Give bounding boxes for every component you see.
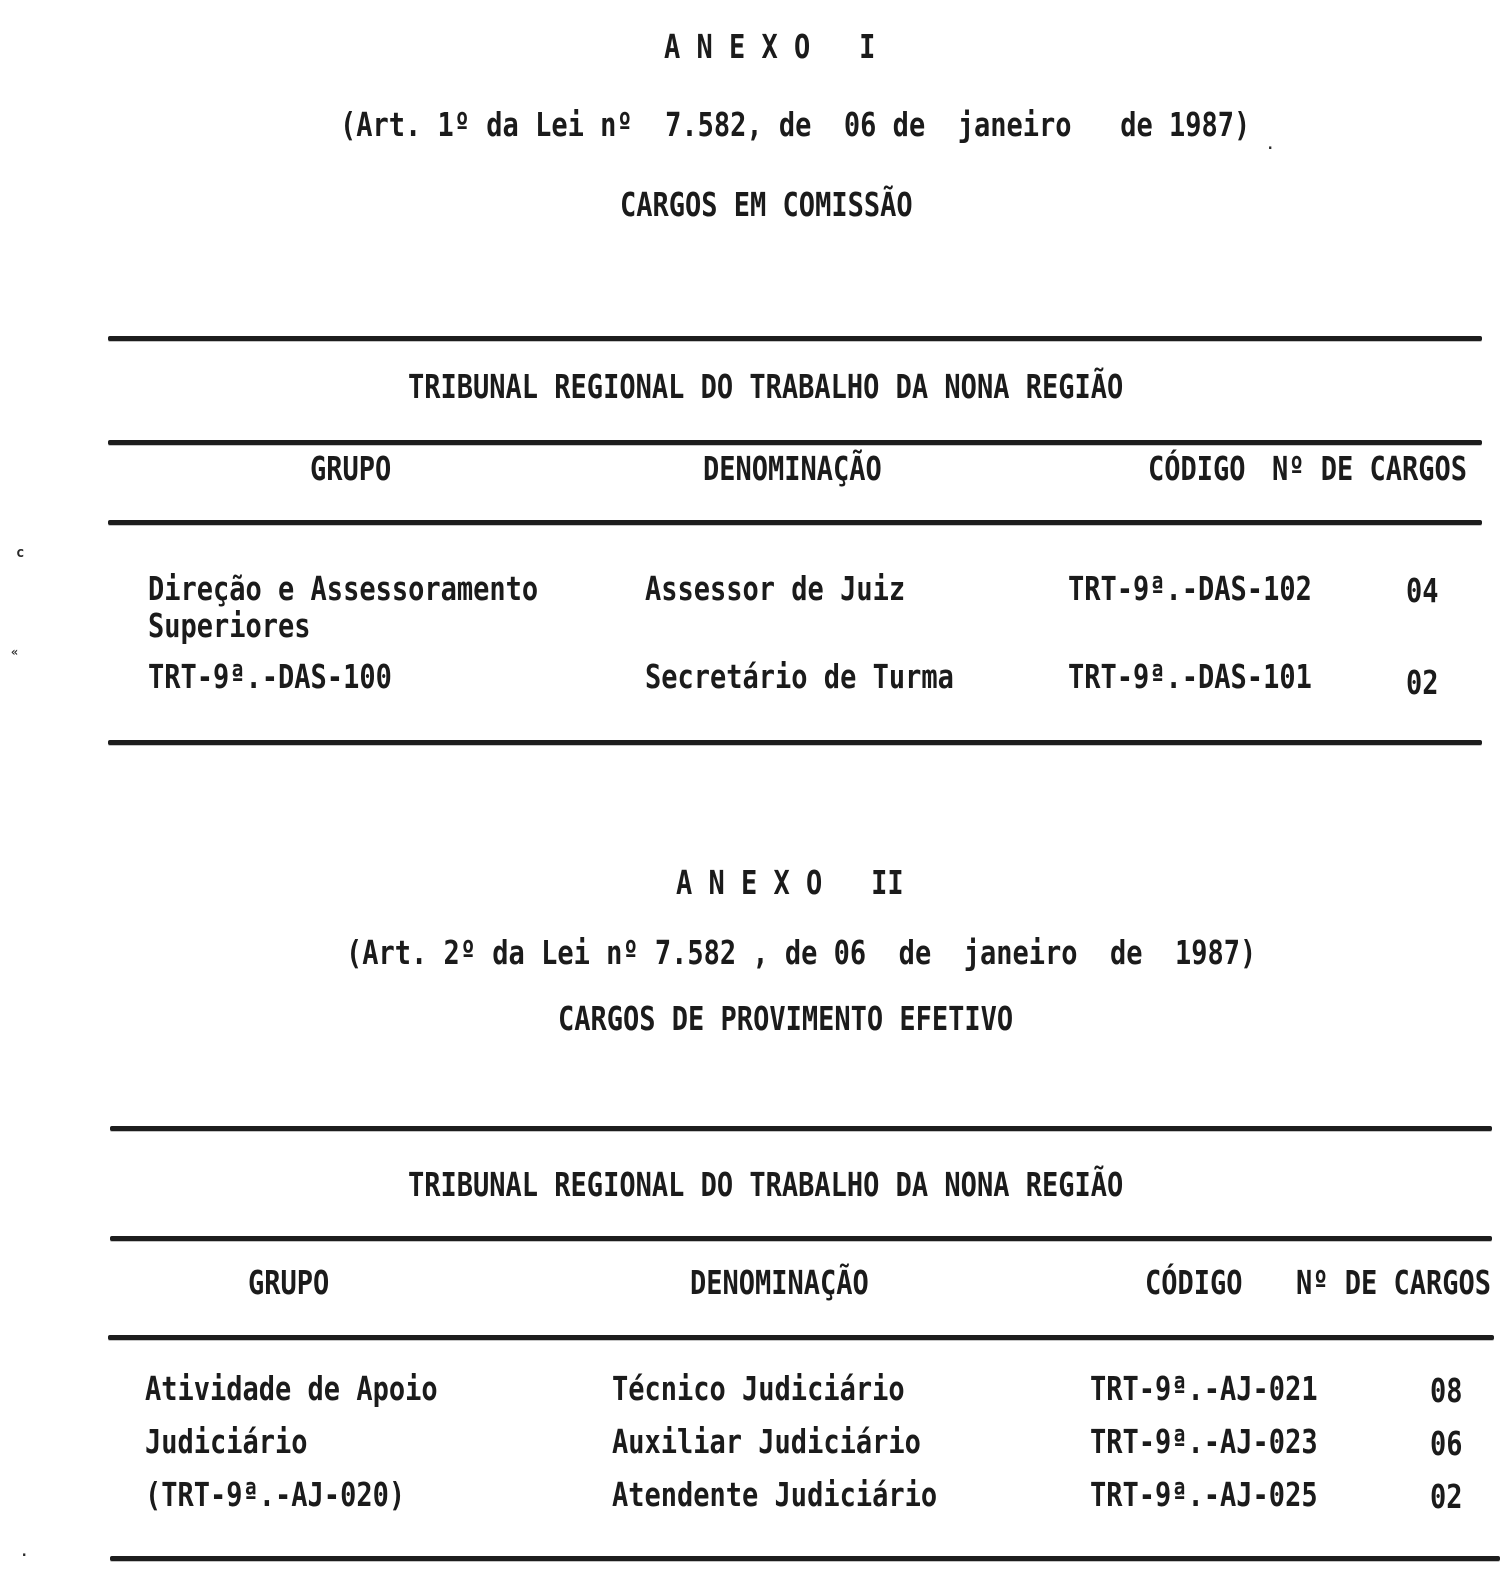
cell-denominacao: Técnico Judiciário bbox=[612, 1370, 905, 1409]
cell-num-cargos: 08 bbox=[1430, 1372, 1463, 1411]
table-rule-bottom bbox=[110, 1556, 1500, 1561]
cell-num-cargos: 02 bbox=[1430, 1478, 1463, 1517]
cell-codigo: TRT-9ª.-DAS-101 bbox=[1068, 658, 1312, 697]
column-header-num-cargos: Nº DE CARGOS bbox=[1296, 1264, 1492, 1303]
anexo2-table-title: TRIBUNAL REGIONAL DO TRABALHO DA NONA REGIÃO bbox=[408, 1166, 1124, 1205]
anexo1-heading: CARGOS EM COMISSÃO bbox=[620, 186, 913, 225]
cell-denominacao: Secretário de Turma bbox=[645, 658, 954, 697]
group-cell-line2: Superiores bbox=[148, 607, 311, 646]
group-cell-line3: (TRT-9ª.-AJ-020) bbox=[145, 1476, 406, 1515]
group-cell-line1: Direção e Assessoramento bbox=[148, 570, 539, 609]
cell-denominacao: Auxiliar Judiciário bbox=[612, 1423, 921, 1462]
column-header-denominacao: DENOMINAÇÃO bbox=[690, 1264, 869, 1303]
column-header-grupo: GRUPO bbox=[310, 450, 392, 489]
anexo2-subtitle: (Art. 2º da Lei nº 7.582 , de 06 de janeiro de 1987) bbox=[346, 934, 1257, 973]
cell-denominacao: Assessor de Juiz bbox=[645, 570, 906, 609]
margin-stray-mark: « bbox=[11, 645, 19, 659]
group-cell-line2: Judiciário bbox=[145, 1423, 308, 1462]
column-header-codigo: CÓDIGO bbox=[1148, 450, 1246, 489]
ink-speck: . bbox=[1266, 137, 1275, 153]
cell-codigo: TRT-9ª.-DAS-102 bbox=[1068, 570, 1312, 609]
cell-codigo: TRT-9ª.-AJ-025 bbox=[1090, 1476, 1318, 1515]
cell-codigo: TRT-9ª.-AJ-021 bbox=[1090, 1370, 1318, 1409]
cell-denominacao: Atendente Judiciário bbox=[612, 1476, 938, 1515]
anexo1-subtitle: (Art. 1º da Lei nº 7.582, de 06 de janeiro de 1987) bbox=[340, 106, 1251, 145]
column-header-grupo: GRUPO bbox=[248, 1264, 330, 1303]
ink-speck: . bbox=[20, 1544, 29, 1560]
anexo1-table-title: TRIBUNAL REGIONAL DO TRABALHO DA NONA REGIÃO bbox=[408, 368, 1124, 407]
table-rule-top bbox=[110, 1126, 1492, 1131]
group-cell-line3: TRT-9ª.-DAS-100 bbox=[148, 658, 392, 697]
cell-num-cargos: 04 bbox=[1406, 572, 1439, 611]
cell-num-cargos: 02 bbox=[1406, 664, 1439, 703]
column-header-denominacao: DENOMINAÇÃO bbox=[703, 450, 882, 489]
table-rule-top bbox=[108, 336, 1482, 341]
margin-stray-mark: c bbox=[16, 545, 25, 561]
table-rule bbox=[110, 1236, 1492, 1241]
cell-codigo: TRT-9ª.-AJ-023 bbox=[1090, 1423, 1318, 1462]
table-rule bbox=[108, 1335, 1494, 1340]
anexo2-title: A N E X O II bbox=[676, 864, 904, 903]
column-header-num-cargos: Nº DE CARGOS bbox=[1272, 450, 1468, 489]
table-rule-bottom bbox=[108, 740, 1482, 745]
group-cell-line1: Atividade de Apoio bbox=[145, 1370, 438, 1409]
anexo1-title: A N E X O I bbox=[664, 28, 876, 67]
cell-num-cargos: 06 bbox=[1430, 1425, 1463, 1464]
anexo2-heading: CARGOS DE PROVIMENTO EFETIVO bbox=[558, 1000, 1014, 1039]
table-rule bbox=[108, 440, 1482, 445]
column-header-codigo: CÓDIGO bbox=[1145, 1264, 1243, 1303]
table-rule bbox=[108, 520, 1482, 525]
